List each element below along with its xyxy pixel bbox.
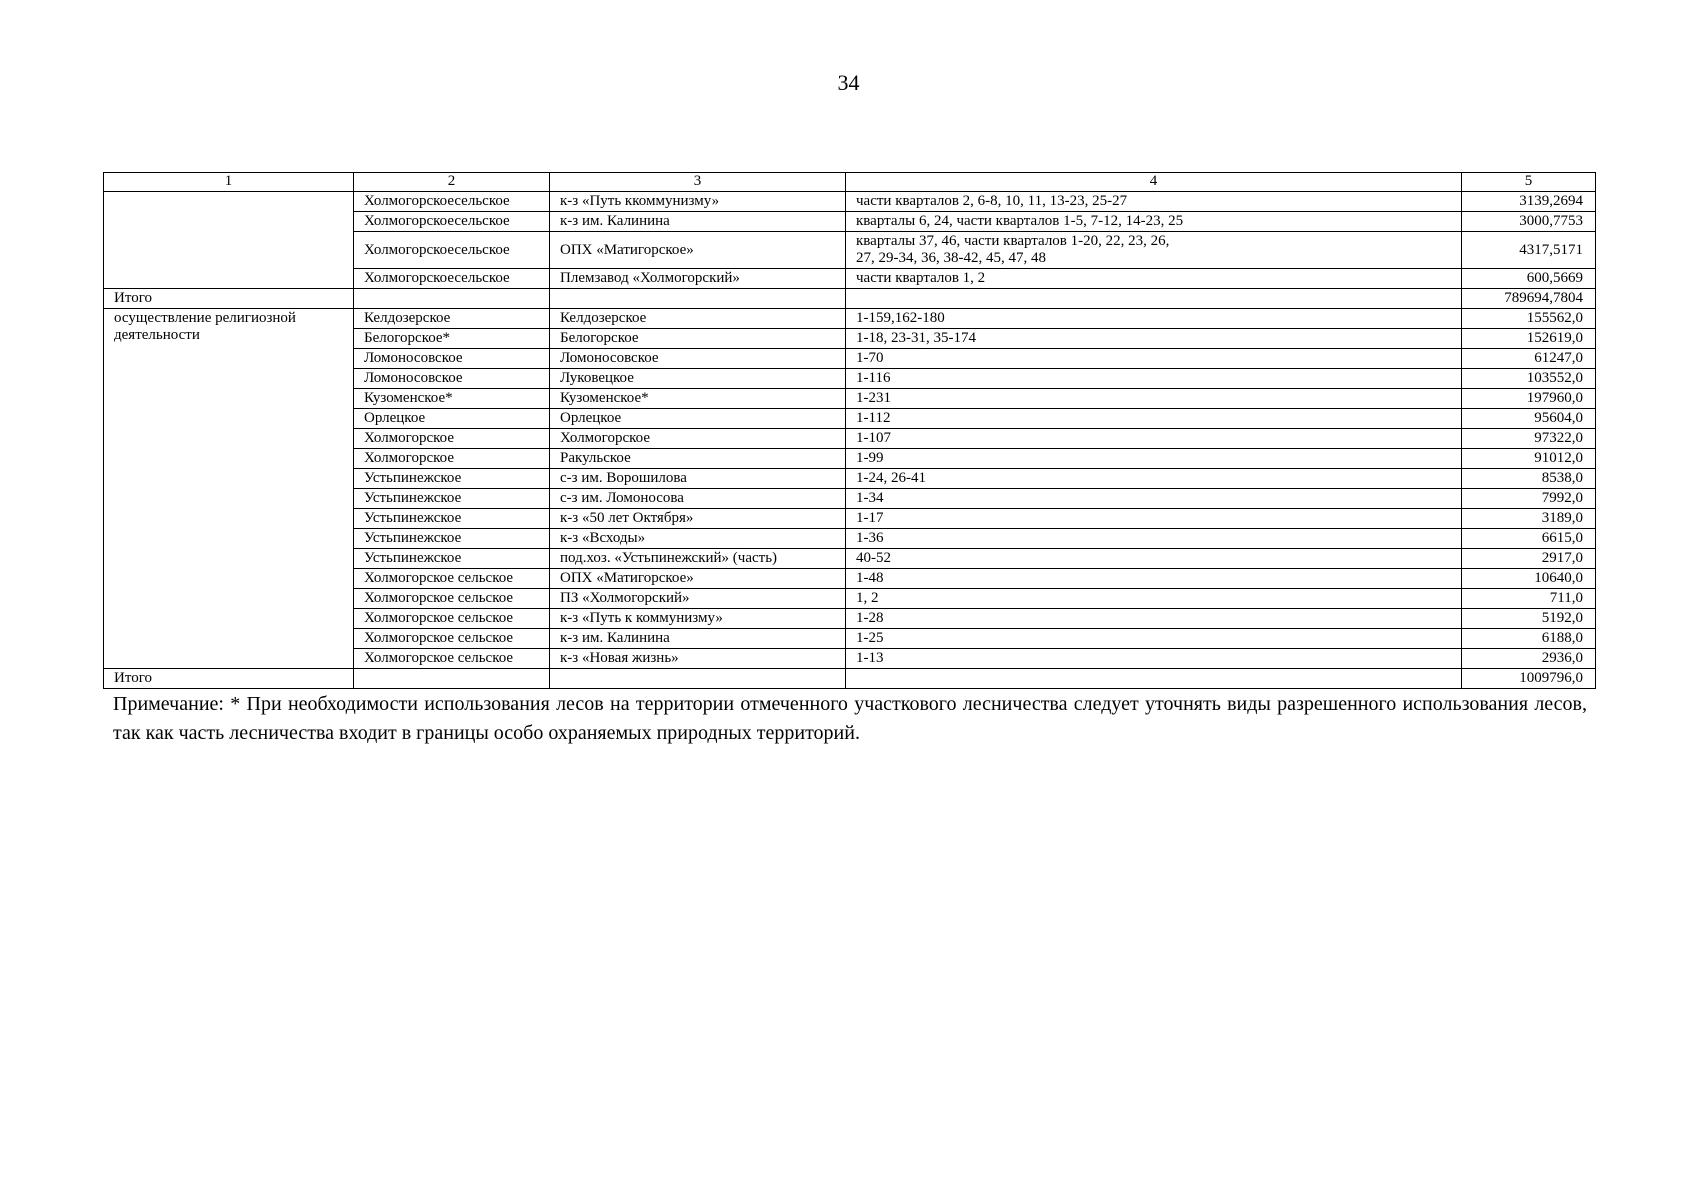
quarters-cell: 1, 2 — [846, 589, 1462, 609]
area-cell: 6615,0 — [1462, 529, 1596, 549]
quarters-cell: 1-17 — [846, 509, 1462, 529]
table-row — [104, 309, 1596, 329]
area-cell: 95604,0 — [1462, 409, 1596, 429]
sub-district-cell: Племзавод «Холмогорский» — [550, 269, 846, 289]
sub-district-cell: к-з им. Калинина — [550, 629, 846, 649]
district-cell: Холмогорское сельское — [354, 589, 550, 609]
sub-district-cell: Белогорское — [550, 329, 846, 349]
district-cell: Ломоносовское — [354, 369, 550, 389]
total-label: Итого — [104, 669, 354, 689]
sub-district-cell: ОПХ «Матигорское» — [550, 569, 846, 589]
quarters-cell: части кварталов 2, 6-8, 10, 11, 13-23, 25-27 — [846, 192, 1462, 212]
sub-district-cell: Луковецкое — [550, 369, 846, 389]
area-cell: 2936,0 — [1462, 649, 1596, 669]
area-cell: 711,0 — [1462, 589, 1596, 609]
district-cell: Келдозерское — [354, 309, 550, 329]
category-line: деятельности — [114, 327, 200, 343]
sub-district-cell: Холмогорское — [550, 429, 846, 449]
quarters-cell: 1-13 — [846, 649, 1462, 669]
sub-district-cell: Ломоносовское — [550, 349, 846, 369]
category-line: осуществление религиозной — [114, 310, 296, 326]
area-cell: 152619,0 — [1462, 329, 1596, 349]
sub-district-cell: Кузоменское* — [550, 389, 846, 409]
district-cell: Устьпинежское — [354, 469, 550, 489]
column-header: 5 — [1462, 173, 1596, 192]
district-cell: Орлецкое — [354, 409, 550, 429]
district-cell: Холмогорское — [354, 429, 550, 449]
quarters-cell: 1-231 — [846, 389, 1462, 409]
area-cell: 8538,0 — [1462, 469, 1596, 489]
quarters-cell: 1-107 — [846, 429, 1462, 449]
quarters-cell: 1-25 — [846, 629, 1462, 649]
district-cell: Белогорское* — [354, 329, 550, 349]
district-cell: Холмогорскоесельское — [354, 212, 550, 232]
sub-district-cell: к-з им. Калинина — [550, 212, 846, 232]
area-cell: 3189,0 — [1462, 509, 1596, 529]
area-cell: 6188,0 — [1462, 629, 1596, 649]
column-header: 4 — [846, 173, 1462, 192]
table-header-row — [104, 173, 1596, 192]
district-cell: Холмогорское сельское — [354, 649, 550, 669]
district-cell: Устьпинежское — [354, 529, 550, 549]
religious-activity-block — [104, 309, 1596, 669]
quarters-cell: 1-36 — [846, 529, 1462, 549]
district-cell: Холмогорскоесельское — [354, 192, 550, 212]
area-cell: 3139,2694 — [1462, 192, 1596, 212]
total-value: 789694,7804 — [1462, 289, 1596, 309]
quarters-cell: 1-112 — [846, 409, 1462, 429]
sub-district-cell: к-з «Всходы» — [550, 529, 846, 549]
footnote: Примечание: * При необходимости использования лесов на территории отмеченного участкового лесничества следует уточнять виды разрешенного использования лесов, так как часть лесничества входит в границы особо охраняемых природных территорий. — [113, 693, 1587, 744]
quarters-cell: 1-70 — [846, 349, 1462, 369]
column-header: 1 — [104, 173, 354, 192]
district-cell: Устьпинежское — [354, 509, 550, 529]
area-cell: 61247,0 — [1462, 349, 1596, 369]
quarters-cell: кварталы 6, 24, части кварталов 1-5, 7-12, 14-23, 25 — [846, 212, 1462, 232]
quarters-cell: 1-34 — [846, 489, 1462, 509]
area-cell: 97322,0 — [1462, 429, 1596, 449]
category-cell-empty — [104, 192, 354, 289]
district-cell: Холмогорское — [354, 449, 550, 469]
district-cell: Холмогорское сельское — [354, 629, 550, 649]
district-cell: Кузоменское* — [354, 389, 550, 409]
table-row — [104, 192, 1596, 212]
quarters-cell: 1-116 — [846, 369, 1462, 389]
column-header: 3 — [550, 173, 846, 192]
sub-district-cell: Келдозерское — [550, 309, 846, 329]
total-row — [104, 289, 1596, 309]
sub-district-cell: к-з «Путь ккоммунизму» — [550, 192, 846, 212]
area-cell: 2917,0 — [1462, 549, 1596, 569]
sub-district-cell: к-з «Новая жизнь» — [550, 649, 846, 669]
district-cell: Устьпинежское — [354, 489, 550, 509]
area-cell: 91012,0 — [1462, 449, 1596, 469]
sub-district-cell: с-з им. Ломоносова — [550, 489, 846, 509]
quarters-cell: 1-99 — [846, 449, 1462, 469]
quarters-line: 27, 29-34, 36, 38-42, 45, 47, 48 — [856, 250, 1046, 266]
sub-district-cell: ПЗ «Холмогорский» — [550, 589, 846, 609]
area-cell: 197960,0 — [1462, 389, 1596, 409]
sub-district-cell: к-з «50 лет Октября» — [550, 509, 846, 529]
page-number: 34 — [837, 70, 860, 95]
area-cell: 4317,5171 — [1462, 232, 1596, 269]
sub-district-cell: ОПХ «Матигорское» — [550, 232, 846, 269]
district-cell: Ломоносовское — [354, 349, 550, 369]
sub-district-cell: к-з «Путь к коммунизму» — [550, 609, 846, 629]
total-row — [104, 669, 1596, 689]
quarters-cell: 1-18, 23-31, 35-174 — [846, 329, 1462, 349]
quarters-cell — [846, 232, 1462, 269]
quarters-cell: 1-24, 26-41 — [846, 469, 1462, 489]
quarters-line: кварталы 37, 46, части кварталов 1-20, 22, 23, 26, — [856, 233, 1170, 249]
column-header: 2 — [354, 173, 550, 192]
district-cell: Холмогорское сельское — [354, 569, 550, 589]
total-label: Итого — [104, 289, 354, 309]
total-value: 1009796,0 — [1462, 669, 1596, 689]
area-cell: 3000,7753 — [1462, 212, 1596, 232]
area-cell: 5192,0 — [1462, 609, 1596, 629]
sub-district-cell: с-з им. Ворошилова — [550, 469, 846, 489]
sub-district-cell: под.хоз. «Устьпинежский» (часть) — [550, 549, 846, 569]
district-cell: Холмогорскоесельское — [354, 232, 550, 269]
quarters-cell: 40-52 — [846, 549, 1462, 569]
quarters-cell: 1-48 — [846, 569, 1462, 589]
quarters-cell: 1-159,162-180 — [846, 309, 1462, 329]
area-cell: 155562,0 — [1462, 309, 1596, 329]
sub-district-cell: Ракульское — [550, 449, 846, 469]
district-cell: Холмогорское сельское — [354, 609, 550, 629]
area-cell: 7992,0 — [1462, 489, 1596, 509]
quarters-cell: 1-28 — [846, 609, 1462, 629]
forest-use-table — [103, 172, 1596, 689]
quarters-cell: части кварталов 1, 2 — [846, 269, 1462, 289]
district-cell: Холмогорскоесельское — [354, 269, 550, 289]
area-cell: 10640,0 — [1462, 569, 1596, 589]
district-cell: Устьпинежское — [354, 549, 550, 569]
area-cell: 600,5669 — [1462, 269, 1596, 289]
category-cell — [104, 309, 354, 669]
area-cell: 103552,0 — [1462, 369, 1596, 389]
sub-district-cell: Орлецкое — [550, 409, 846, 429]
